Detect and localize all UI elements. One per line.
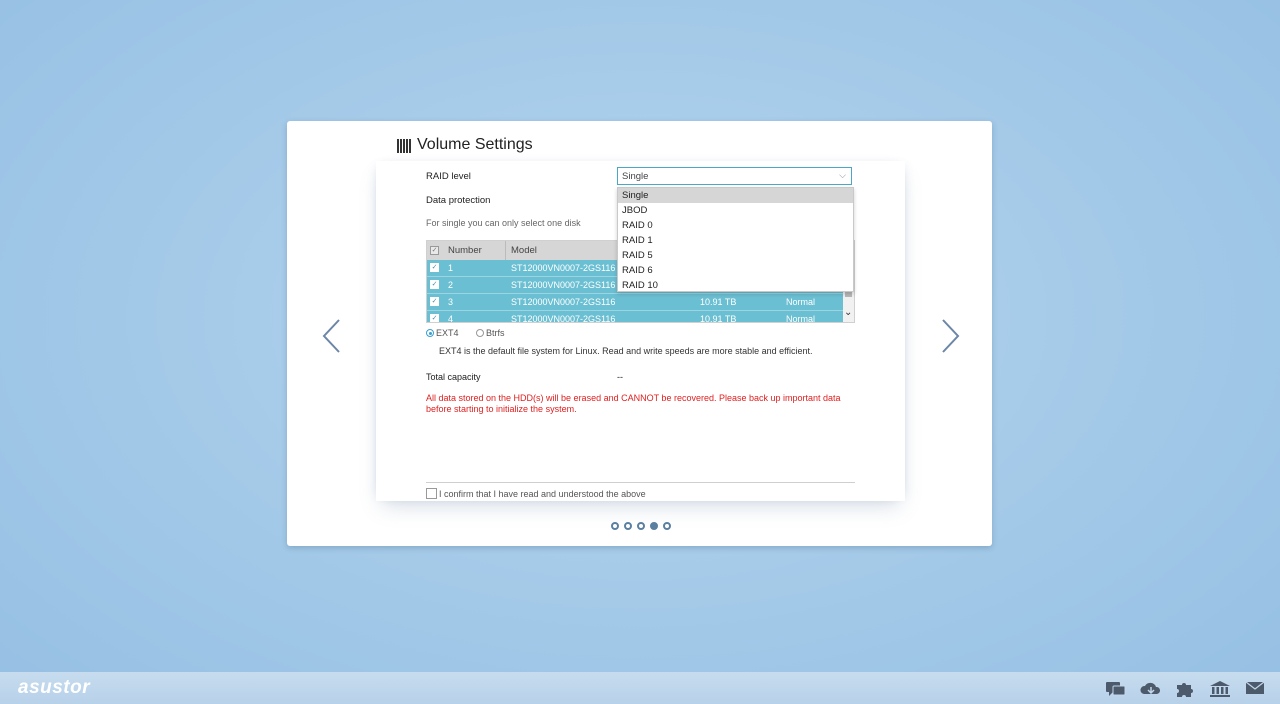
cloud-download-icon[interactable] [1139,680,1163,698]
raid-option-jbod[interactable]: JBOD [622,205,648,216]
bank-icon[interactable] [1209,680,1231,698]
step-indicator [611,522,671,530]
fs-option-ext4[interactable] [426,328,459,338]
chat-icon[interactable] [1105,680,1127,698]
raid-level-select[interactable] [617,167,852,185]
disk-size: 10.91 TB [700,314,737,323]
table-row[interactable] [427,294,854,311]
scroll-down-icon[interactable]: ⌄ [844,307,853,318]
radio-icon [476,329,484,337]
previous-arrow-icon[interactable] [321,318,343,354]
capacity-label: Total capacity [426,372,481,382]
raid-option-raid10[interactable]: RAID 10 [622,280,658,291]
step-dot [637,522,645,530]
fs-option-label: EXT4 [436,328,459,338]
volume-icon [397,139,411,153]
disk-model: ST12000VN0007-2GS116 [511,263,616,273]
asustor-logo: asustor [18,677,91,698]
disk-model: ST12000VN0007-2GS116 [511,314,616,323]
row-checkbox[interactable]: ✓ [431,298,438,305]
step-dot [611,522,619,530]
step-dot-active [650,522,658,530]
volume-settings-dialog [287,121,992,546]
fs-option-btrfs[interactable] [476,328,505,338]
data-protection-label: Data protection [426,195,491,206]
capacity-value: -- [617,372,623,382]
disk-size: 10.91 TB [700,297,737,307]
fs-description: EXT4 is the default file system for Linux. Read and write speeds are more stable and efficient. [439,346,813,356]
single-disk-hint: For single you can only select one disk [426,218,581,228]
radio-selected-icon [426,329,434,337]
mail-icon[interactable] [1245,680,1265,696]
confirm-label: I confirm that I have read and understood the above [439,488,646,499]
step-dot [663,522,671,530]
select-all-checkbox[interactable]: ✓ [431,247,438,254]
disk-number: 3 [448,297,454,307]
raid-option-single[interactable]: Single [618,188,853,203]
disk-model: ST12000VN0007-2GS116 [511,280,616,290]
raid-level-label: RAID level [426,171,471,182]
chevron-down-icon: ⌵ [839,170,846,180]
disk-status: Normal [786,297,816,307]
puzzle-icon[interactable] [1175,680,1195,698]
disk-number: 4 [448,314,454,323]
column-number: Number [448,245,482,256]
fs-option-label: Btrfs [486,328,505,338]
raid-option-raid0[interactable]: RAID 0 [622,220,653,231]
step-dot [624,522,632,530]
disk-model: ST12000VN0007-2GS116 [511,297,616,307]
page-title: Volume Settings [417,136,533,153]
next-arrow-icon[interactable] [939,318,961,354]
checkbox-icon [426,488,437,499]
table-row[interactable] [427,311,854,323]
column-model: Model [511,245,537,256]
disk-number: 1 [448,263,454,273]
raid-option-raid6[interactable]: RAID 6 [622,265,653,276]
raid-option-raid5[interactable]: RAID 5 [622,250,653,261]
taskbar [0,672,1280,704]
disk-status: Normal [786,314,816,323]
erase-warning: All data stored on the HDD(s) will be erased and CANNOT be recovered. Please back up important data before starting to initialize the system. [426,393,841,414]
divider [426,482,855,483]
raid-level-value: Single [622,171,649,182]
confirm-checkbox[interactable] [426,488,646,499]
disk-number: 2 [448,280,454,290]
row-checkbox[interactable]: ✓ [431,315,438,322]
row-checkbox[interactable]: ✓ [431,264,438,271]
raid-level-dropdown [617,187,854,292]
row-checkbox[interactable]: ✓ [431,281,438,288]
raid-option-raid1[interactable]: RAID 1 [622,235,653,246]
